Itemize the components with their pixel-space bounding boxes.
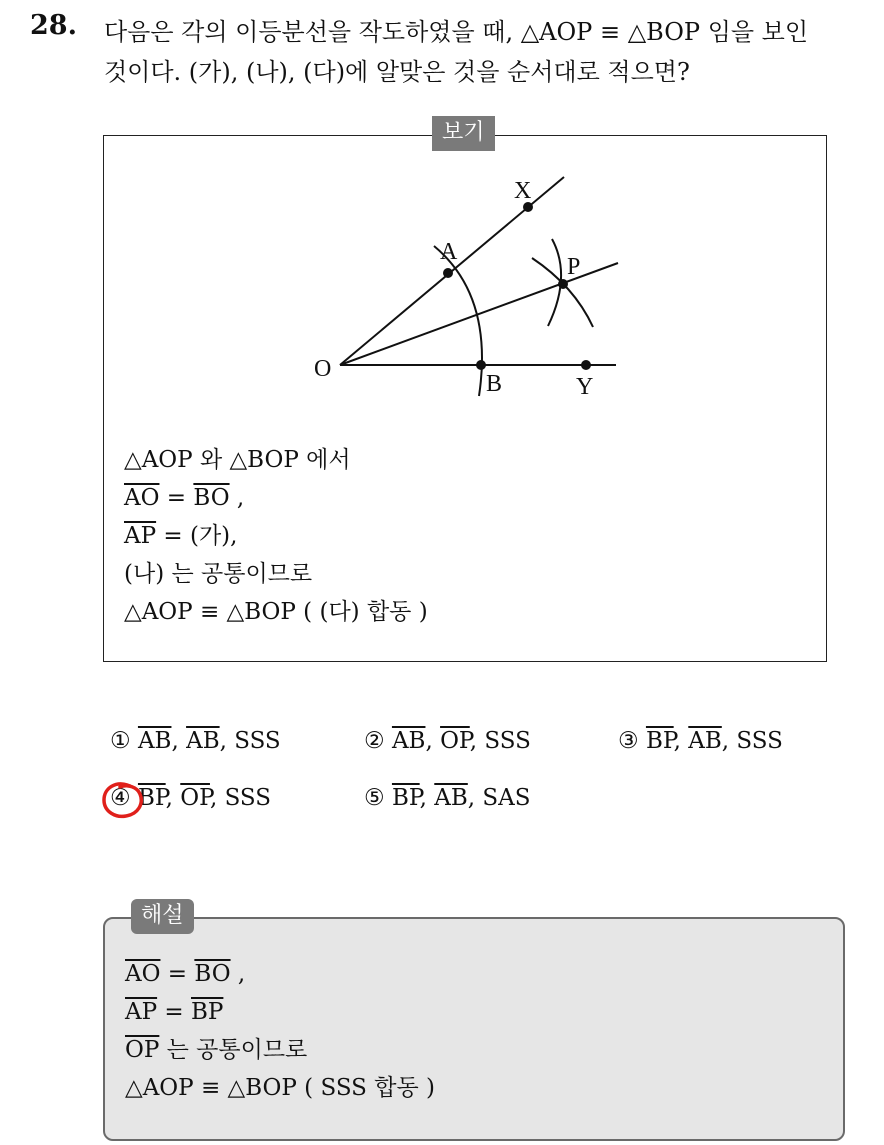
point-y xyxy=(581,360,591,370)
label-p: P xyxy=(567,254,581,280)
label-a: A xyxy=(440,239,458,265)
question-number: 28. xyxy=(30,10,77,41)
example-box xyxy=(103,120,827,662)
solution-line-2: $\overline{AP} = \overline{BP}$ xyxy=(125,999,224,1025)
label-b: B xyxy=(486,371,503,397)
proof-line-1: △AOP 와 △BOP 에서 xyxy=(124,447,351,473)
arc-from-a xyxy=(532,258,593,327)
question-line-2: 것이다. (가), (나), (다)에 알맞은 것을 순서대로 적으면? xyxy=(104,58,690,86)
angle-bisector-figure xyxy=(104,136,826,436)
solution-box xyxy=(103,903,845,1141)
proof-line-2: $\overline{AO} = \overline{BO}$ , xyxy=(124,485,245,511)
question-text xyxy=(104,12,808,92)
point-b xyxy=(476,360,486,370)
question-line-1: 다음은 각의 이등분선을 작도하였을 때, △AOP ≡ △BOP 임을 보인 xyxy=(104,18,809,46)
solution-tag: 해설 xyxy=(131,899,194,934)
answer-circle-mark xyxy=(100,780,146,820)
label-o: O xyxy=(314,356,332,382)
solution-line-1: $\overline{AO} = \overline{BO}$ , xyxy=(125,961,246,987)
proof-line-4: (나) 는 공통이므로 xyxy=(124,561,313,587)
solution-line-4: △AOP ≡ △BOP ( SSS 합동 ) xyxy=(125,1075,435,1101)
example-tag: 보기 xyxy=(432,116,495,151)
choice-5[interactable]: ⑤ $\overline{BP}$, $\overline{AB}$, SAS xyxy=(364,785,531,811)
point-p xyxy=(558,279,568,289)
point-a xyxy=(443,268,453,278)
choice-2[interactable]: ② $\overline{AB}$, $\overline{OP}$, SSS xyxy=(364,728,531,754)
label-y: Y xyxy=(576,374,594,400)
proof-text xyxy=(124,441,428,631)
choice-3[interactable]: ③ $\overline{BP}$, $\overline{AB}$, SSS xyxy=(618,728,783,754)
choice-4[interactable]: ④ $\overline{BP}$, $\overline{OP}$, SSS xyxy=(110,785,272,811)
solution-line-3: $\overline{OP}$ 는 공통이므로 xyxy=(125,1037,308,1063)
proof-line-5: △AOP ≡ △BOP ( (다) 합동 ) xyxy=(124,599,428,625)
choice-1[interactable]: ① $\overline{AB}$, $\overline{AB}$, SSS xyxy=(110,728,281,754)
solution-text xyxy=(125,955,435,1107)
proof-line-3: $\overline{AP}$ = (가), xyxy=(124,523,238,549)
label-x: X xyxy=(514,178,532,204)
